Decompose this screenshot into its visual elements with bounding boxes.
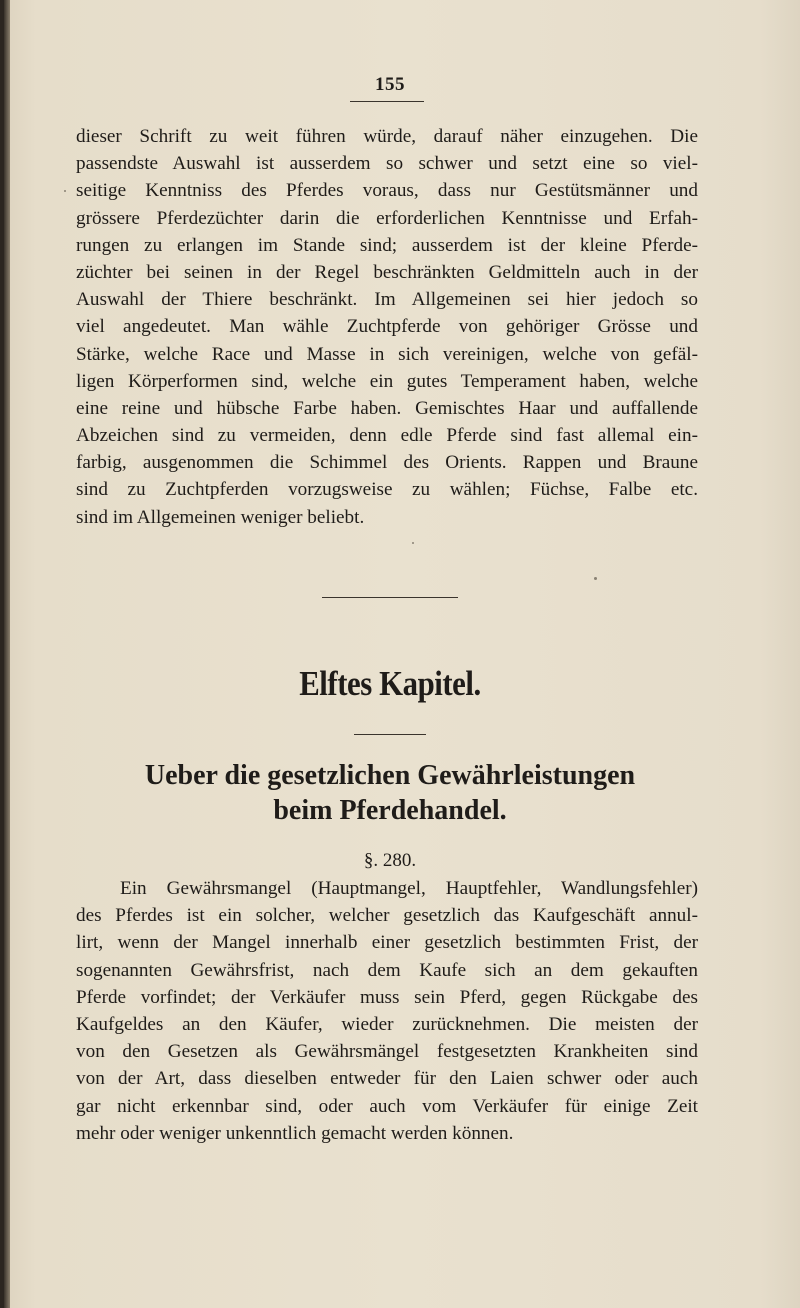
text-line: des Pferdes ist ein solcher, welcher gesetzlich das Kaufgeschäft annul- [76, 905, 698, 927]
text-line: Pferde vorfindet; der Verkäufer muss sein Pferd, gegen Rückgabe des [76, 986, 698, 1008]
text-line: Auswahl der Thiere beschränkt. Im Allgemeinen sei hier jedoch so [76, 289, 698, 311]
text-line: Ein Gewährsmangel (Hauptmangel, Hauptfehler, Wandlungsfehler) [120, 878, 698, 899]
text-line: grössere Pferdezüchter darin die erforderlichen Kenntnisse und Erfah- [76, 207, 698, 229]
text-line: ligen Körperformen sind, welche ein gutes Temperament haben, welche [76, 370, 698, 392]
section-paragraph [76, 875, 698, 1147]
text-line: lirt, wenn der Mangel innerhalb einer gesetzlich bestimmten Frist, der [76, 932, 698, 954]
text-line: sogenannten Gewährsfrist, nach dem Kaufe sich an dem gekauften [76, 959, 698, 981]
text-line: dieser Schrift zu weit führen würde, darauf näher einzugehen. Die [76, 126, 698, 147]
text-line: Stärke, welche Race und Masse in sich vereinigen, welche von gefäl- [76, 343, 698, 365]
text-line: züchter bei seinen in der Regel beschränkten Geldmitteln auch in der [76, 261, 698, 283]
title-divider-rule [354, 734, 426, 735]
text-line: viel angedeutet. Man wähle Zuchtpferde von gehöriger Grösse und [76, 316, 698, 338]
text-line: eine reine und hübsche Farbe haben. Gemischtes Haar und auffallende [76, 397, 698, 419]
section-divider-rule [322, 597, 458, 598]
page-number-rule [350, 101, 424, 102]
book-page [4, 0, 800, 1308]
top-paragraph [76, 123, 698, 531]
text-line: Kaufgeldes an den Käufer, wieder zurücknehmen. Die meisten der [76, 1013, 698, 1035]
chapter-subtitle-line: Ueber die gesetzlichen Gewährleistungen [144, 760, 636, 791]
text-line: seitige Kenntniss des Pferdes voraus, dass nur Gestütsmänner und [76, 180, 698, 202]
page-number: 155 [375, 74, 405, 95]
paper-speck [64, 190, 66, 192]
paper-speck [594, 577, 597, 580]
text-line: mehr oder weniger unkenntlich gemacht werden können. [76, 1122, 514, 1144]
chapter-subtitle-line: beim Pferdehandel. [273, 795, 507, 826]
text-line: rungen zu erlangen im Stande sind; ausserdem ist der kleine Pferde- [76, 234, 698, 256]
section-number: §. 280. [363, 850, 417, 871]
text-line: passendste Auswahl ist ausserdem so schwer und setzt eine so viel- [76, 153, 698, 175]
text-line: sind im Allgemeinen weniger beliebt. [76, 506, 365, 528]
text-line: sind zu Zuchtpferden vorzugsweise zu wählen; Füchse, Falbe etc. [76, 479, 698, 501]
paper-speck [412, 542, 414, 544]
chapter-subtitle [84, 758, 696, 828]
chapter-title: Elftes Kapitel. [299, 664, 481, 703]
text-line: von den Gesetzen als Gewährsmängel festgesetzten Krankheiten sind [76, 1041, 698, 1063]
text-line: Abzeichen sind zu vermeiden, denn edle Pferde sind fast allemal ein- [76, 425, 698, 447]
text-line: farbig, ausgenommen die Schimmel des Orients. Rappen und Braune [76, 452, 698, 474]
text-line: gar nicht erkennbar sind, oder auch vom Verkäufer für einige Zeit [76, 1095, 698, 1117]
text-line: von der Art, dass dieselben entweder für den Laien schwer oder auch [76, 1068, 698, 1090]
page-spine-edge [4, 0, 10, 1308]
